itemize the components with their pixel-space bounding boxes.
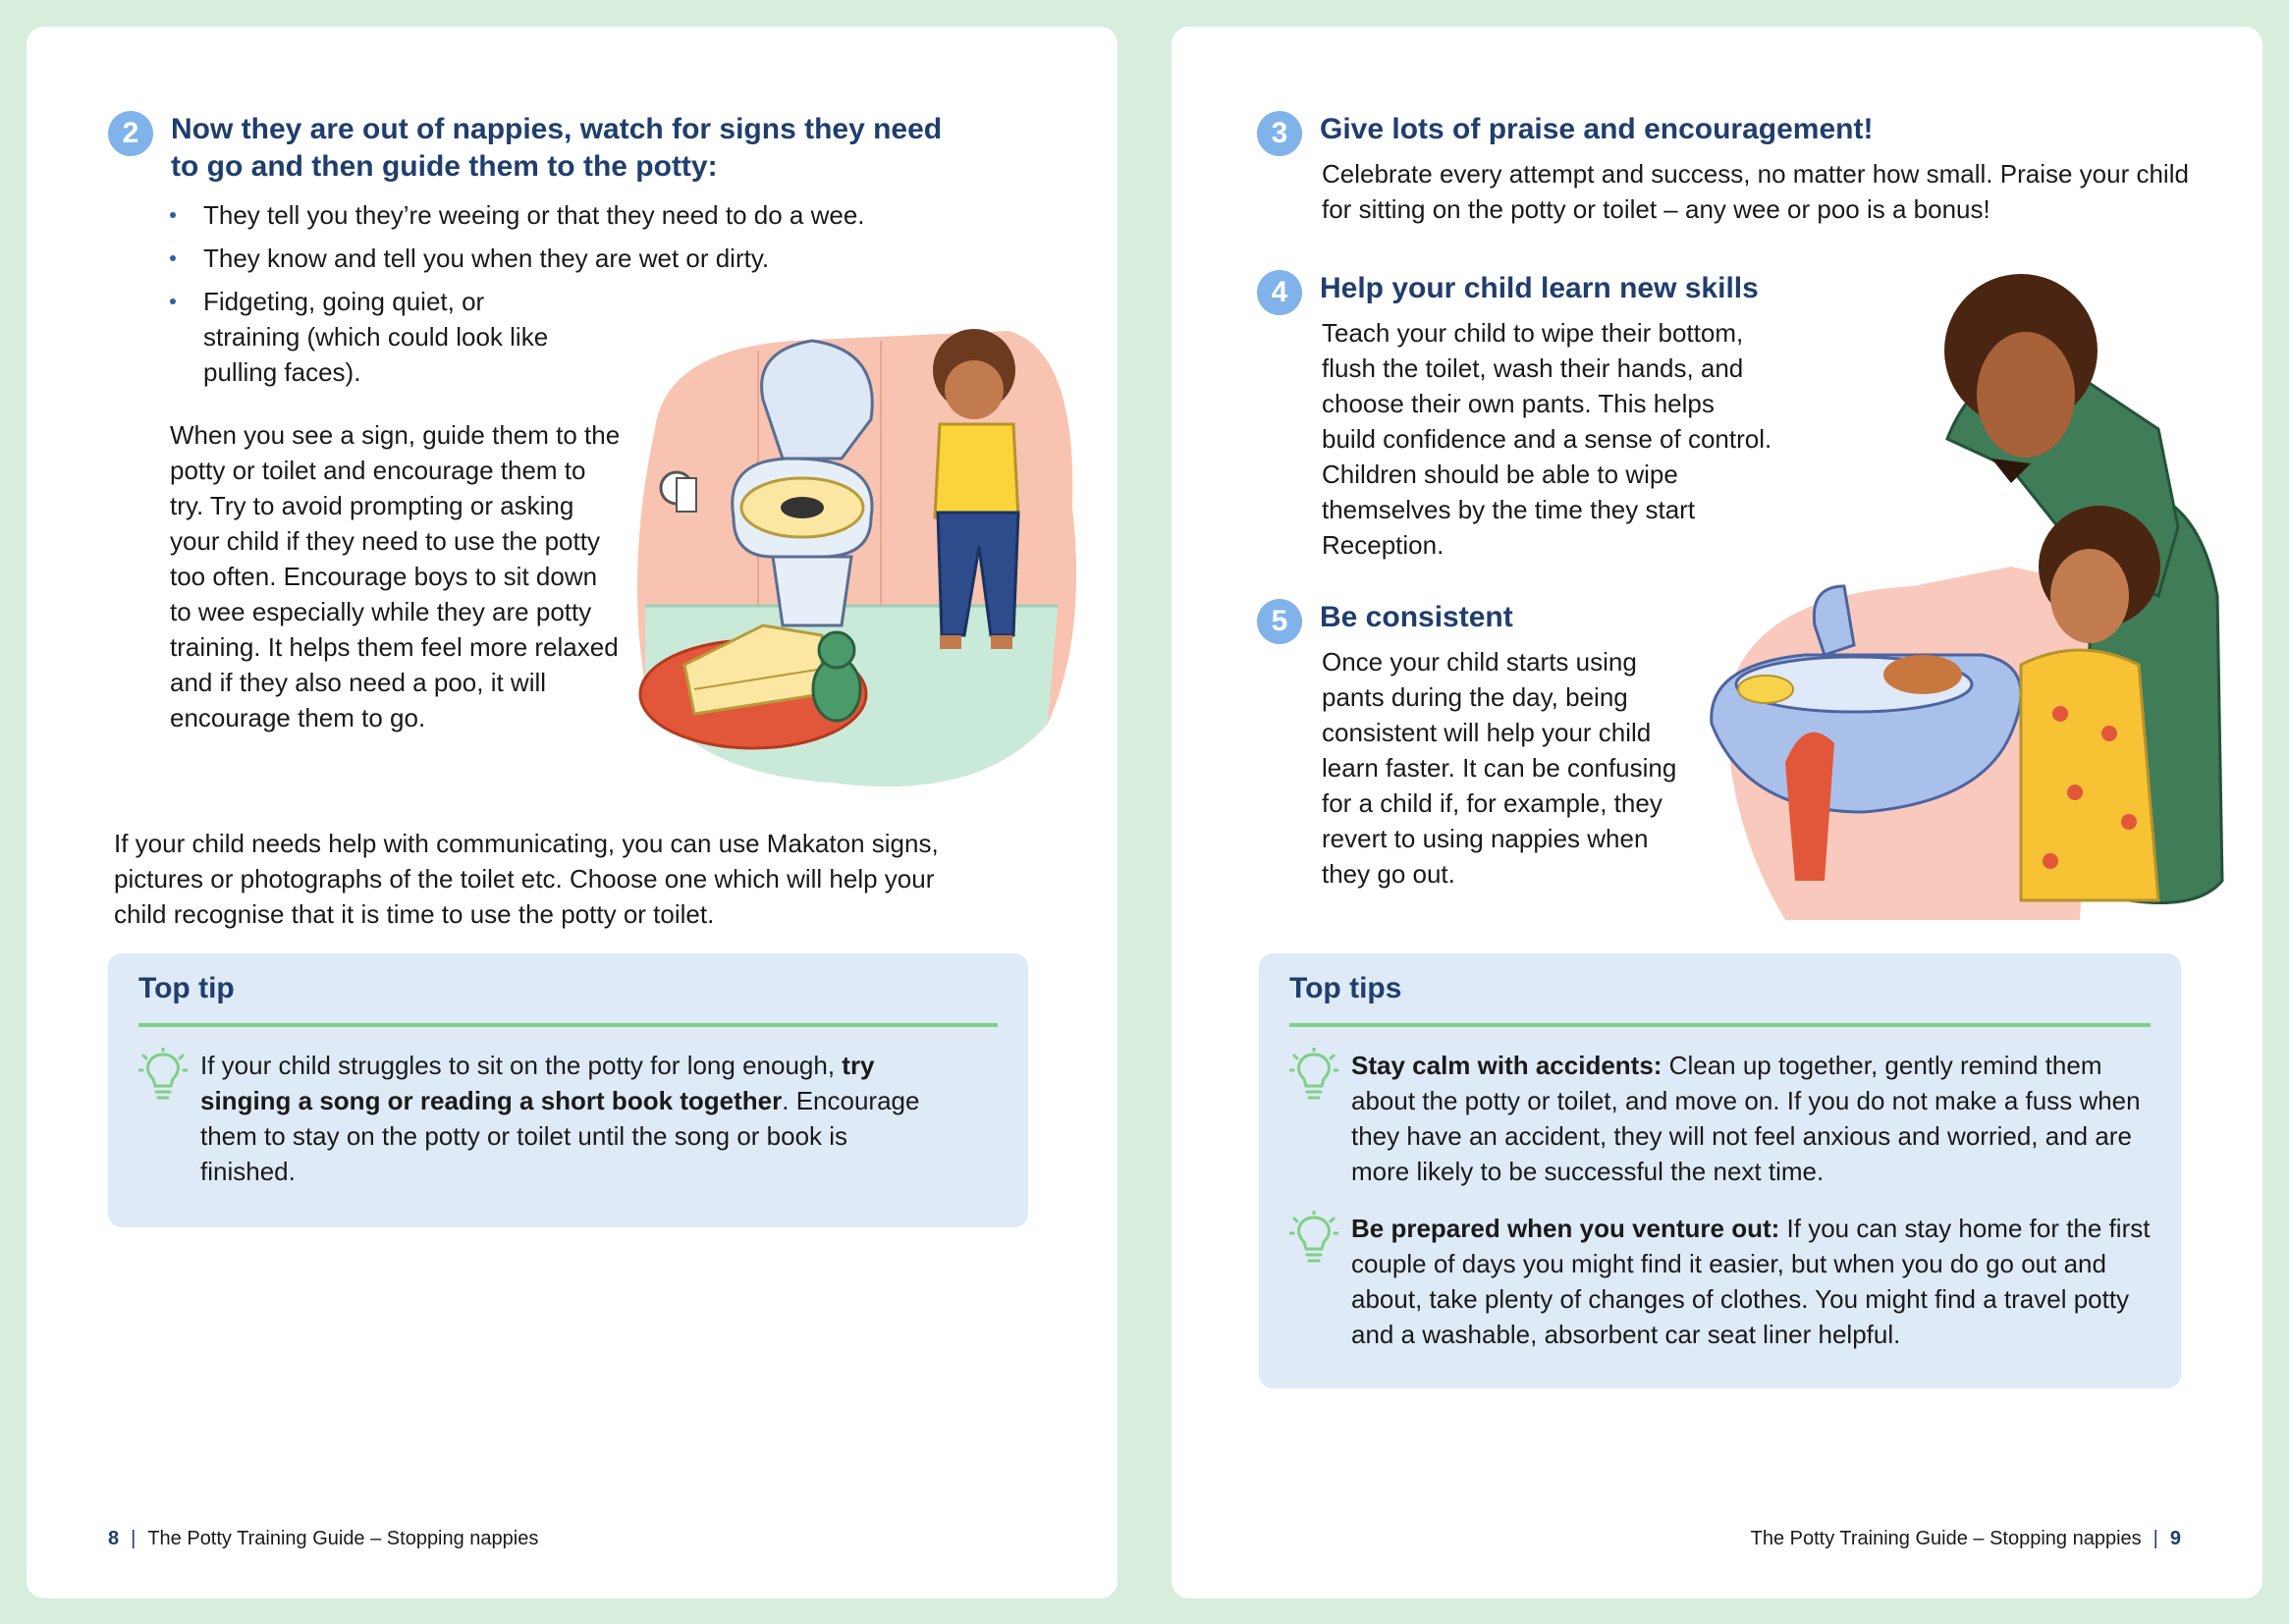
top-tip-box	[108, 953, 1028, 1227]
section-title: Be consistent	[1320, 601, 1513, 633]
page-number: 9	[2169, 1528, 2181, 1549]
tip-divider	[138, 1023, 998, 1027]
tip-item-venture-out	[1289, 1211, 2151, 1358]
tip-item	[138, 1048, 998, 1195]
section-5	[1257, 599, 1650, 648]
tip-text-part: Clean up together, gently remind them about the potty or toilet, and move on. If you do not make a fuss when they have an accident, they will not feel anxious and worried, and are more likely to be successful the next time.	[1351, 1051, 2141, 1186]
page-footer	[108, 1528, 538, 1550]
footer-title: The Potty Training Guide – Stopping nappies	[147, 1528, 539, 1549]
tip-emphasis: Stay calm with accidents:	[1351, 1051, 1662, 1080]
tip-text-part: . Encourage them to stay on the potty or toilet until the song or book is finished.	[200, 1086, 920, 1186]
section-3	[1257, 111, 2190, 160]
tip-text-part: If your child struggles to sit on the potty for long enough,	[200, 1051, 843, 1080]
handwashing-illustration	[1687, 272, 2247, 920]
list-item: They know and tell you when they are wet or dirty.	[167, 241, 982, 276]
footer-separator: |	[131, 1528, 136, 1549]
footer-separator: |	[2153, 1528, 2158, 1549]
left-page	[27, 27, 1117, 1598]
tip-text	[1351, 1048, 2151, 1189]
section-title-line: Now they are out of nappies, watch for signs they need	[171, 113, 943, 145]
section-number-badge: 4	[1257, 270, 1302, 315]
guidance-paragraph: When you see a sign, guide them to the potty or toilet and encourage them to try. Try to avoid prompting or asking your child if they need to use the potty too often. Encourage boys to sit down to wee especially while they are potty training. It helps them feel more relaxed and if they also need a poo, it will encourage them to go.	[170, 420, 621, 732]
tip-text-part: If you can stay home for the first couple of days you might find it easier, but when you do go out and about, take plenty of changes of clothes. You might find a travel potty and a washable, absorbent car seat liner helpful.	[1351, 1214, 2151, 1349]
page-footer	[1751, 1528, 2181, 1550]
section-number-badge: 3	[1257, 111, 1302, 156]
footer-title: The Potty Training Guide – Stopping nappies	[1750, 1528, 2142, 1549]
lightbulb-icon	[138, 1048, 188, 1105]
section-title	[171, 111, 942, 186]
tip-item-accidents	[1289, 1048, 2151, 1195]
section-3-text: Celebrate every attempt and success, no matter how small. Praise your child for sitting on the potty or toilet – any wee or poo is a bonus!	[1322, 159, 2189, 224]
top-tips-box	[1259, 953, 2181, 1388]
tip-heading: Top tips	[1289, 972, 1402, 1004]
page-number: 8	[108, 1528, 120, 1549]
tip-emphasis: Be prepared when you venture out:	[1351, 1214, 1780, 1243]
right-page	[1172, 27, 2262, 1598]
tip-heading: Top tip	[138, 972, 235, 1004]
section-5-text: Once your child starts using pants during the day, being consistent will help your child learn faster. It can be confusing for a child if, for example, they revert to using nappies when they go out.	[1322, 647, 1677, 889]
tip-text	[1351, 1211, 2151, 1352]
lightbulb-icon	[1289, 1048, 1338, 1105]
section-number-badge: 5	[1257, 599, 1302, 644]
list-item: They tell you they’re weeing or that they need to do a wee.	[167, 197, 982, 233]
tip-text	[200, 1048, 947, 1189]
section-4-text: Teach your child to wipe their bottom, flush the toilet, wash their hands, and choose their own pants. This helps build confidence and a sense of control. Children should be able to wipe themselves by the time they start Reception.	[1322, 318, 1772, 560]
tip-emphasis: try singing a song or reading a short book together	[200, 1051, 875, 1115]
potty-illustration	[626, 311, 1097, 812]
list-item: Fidgeting, going quiet, or straining (which could look like pulling faces).	[167, 284, 567, 390]
communication-paragraph: If your child needs help with communicating, you can use Makaton signs, pictures or photographs of the toilet etc. Choose one which will help your child recognise that it is time to use the potty or toilet.	[114, 829, 939, 929]
section-title-line: to go and then guide them to the potty:	[171, 150, 718, 183]
lightbulb-icon	[1289, 1211, 1338, 1268]
section-title: Give lots of praise and encouragement!	[1320, 113, 1874, 145]
section-title: Help your child learn new skills	[1320, 272, 1759, 304]
tip-divider	[1289, 1023, 2151, 1027]
section-number-badge: 2	[108, 111, 153, 156]
section-2	[108, 111, 1051, 199]
